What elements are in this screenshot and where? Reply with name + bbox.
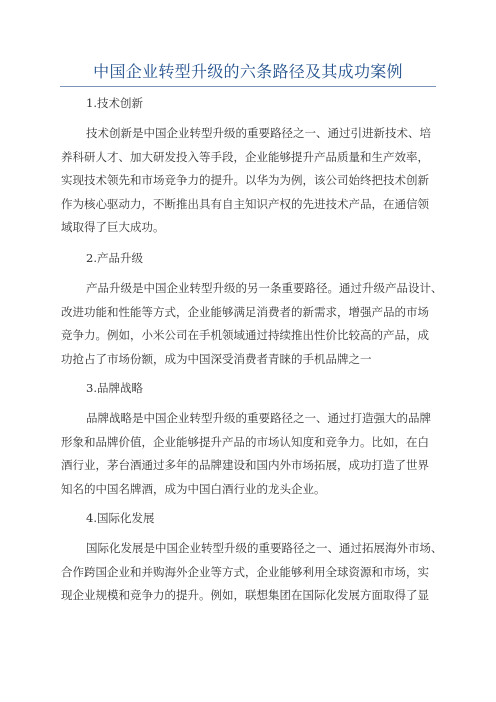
document-title: 中国企业转型升级的六条路径及其成功案例 <box>93 62 403 81</box>
paragraph-line: 合作跨国企业和并购海外企业等方式，企业能够利用全球资源和市场，实 <box>61 564 429 579</box>
paragraph-line: 养科研人才、加大研发投入等手段，企业能够提升产品质量和生产效率， <box>61 149 429 164</box>
paragraph-line: 域取得了巨大成功。 <box>61 220 165 234</box>
paragraph-line: 实现技术领先和市场竞争力的提升。以华为为例，该公司始终把技术创新 <box>61 173 429 187</box>
section-heading: 2.产品升级 <box>86 251 143 265</box>
section-heading: 1.技术创新 <box>86 96 143 110</box>
paragraph-line: 现企业规模和竞争力的提升。例如，联想集团在国际化发展方面取得了显 <box>61 588 429 602</box>
paragraph-line: 品牌战略是中国企业转型升级的重要路径之一、通过打造强大的品牌 <box>86 411 431 425</box>
paragraph-line: 作为核心驱动力，不断推出具有自主知识产权的先进技术产品，在通信领 <box>61 196 429 211</box>
paragraph-line: 技术创新是中国企业转型升级的重要路径之一、通过引进新技术、培 <box>86 126 431 140</box>
title-underline <box>60 86 436 87</box>
paragraph-line: 产品升级是中国企业转型升级的另一条重要路径。通过升级产品设计、 <box>86 281 443 295</box>
paragraph-line: 国际化发展是中国企业转型升级的重要路径之一、通过拓展海外市场、 <box>86 541 443 555</box>
paragraph-line: 功抢占了市场份额，成为中国深受消费者青睐的手机品牌之一 <box>61 351 372 366</box>
paragraph-line: 竞争力。例如，小米公司在手机领域通过持续推出性价比较高的产品，成 <box>61 328 429 342</box>
paragraph-line: 形象和品牌价值，企业能够提升产品的市场认知度和竞争力。比如，在白 <box>61 434 429 449</box>
section-heading: 3.品牌战略 <box>86 381 143 395</box>
paragraph-line: 知名的中国名牌酒，成为中国白酒行业的龙头企业。 <box>61 481 326 496</box>
paragraph-line: 改进功能和性能等方式，企业能够满足消费者的新需求，增强产品的市场 <box>61 304 429 319</box>
paragraph-line: 酒行业，茅台酒通过多年的品牌建设和国内外市场拓展，成功打造了世界 <box>61 458 429 472</box>
section-heading: 4.国际化发展 <box>86 511 155 525</box>
